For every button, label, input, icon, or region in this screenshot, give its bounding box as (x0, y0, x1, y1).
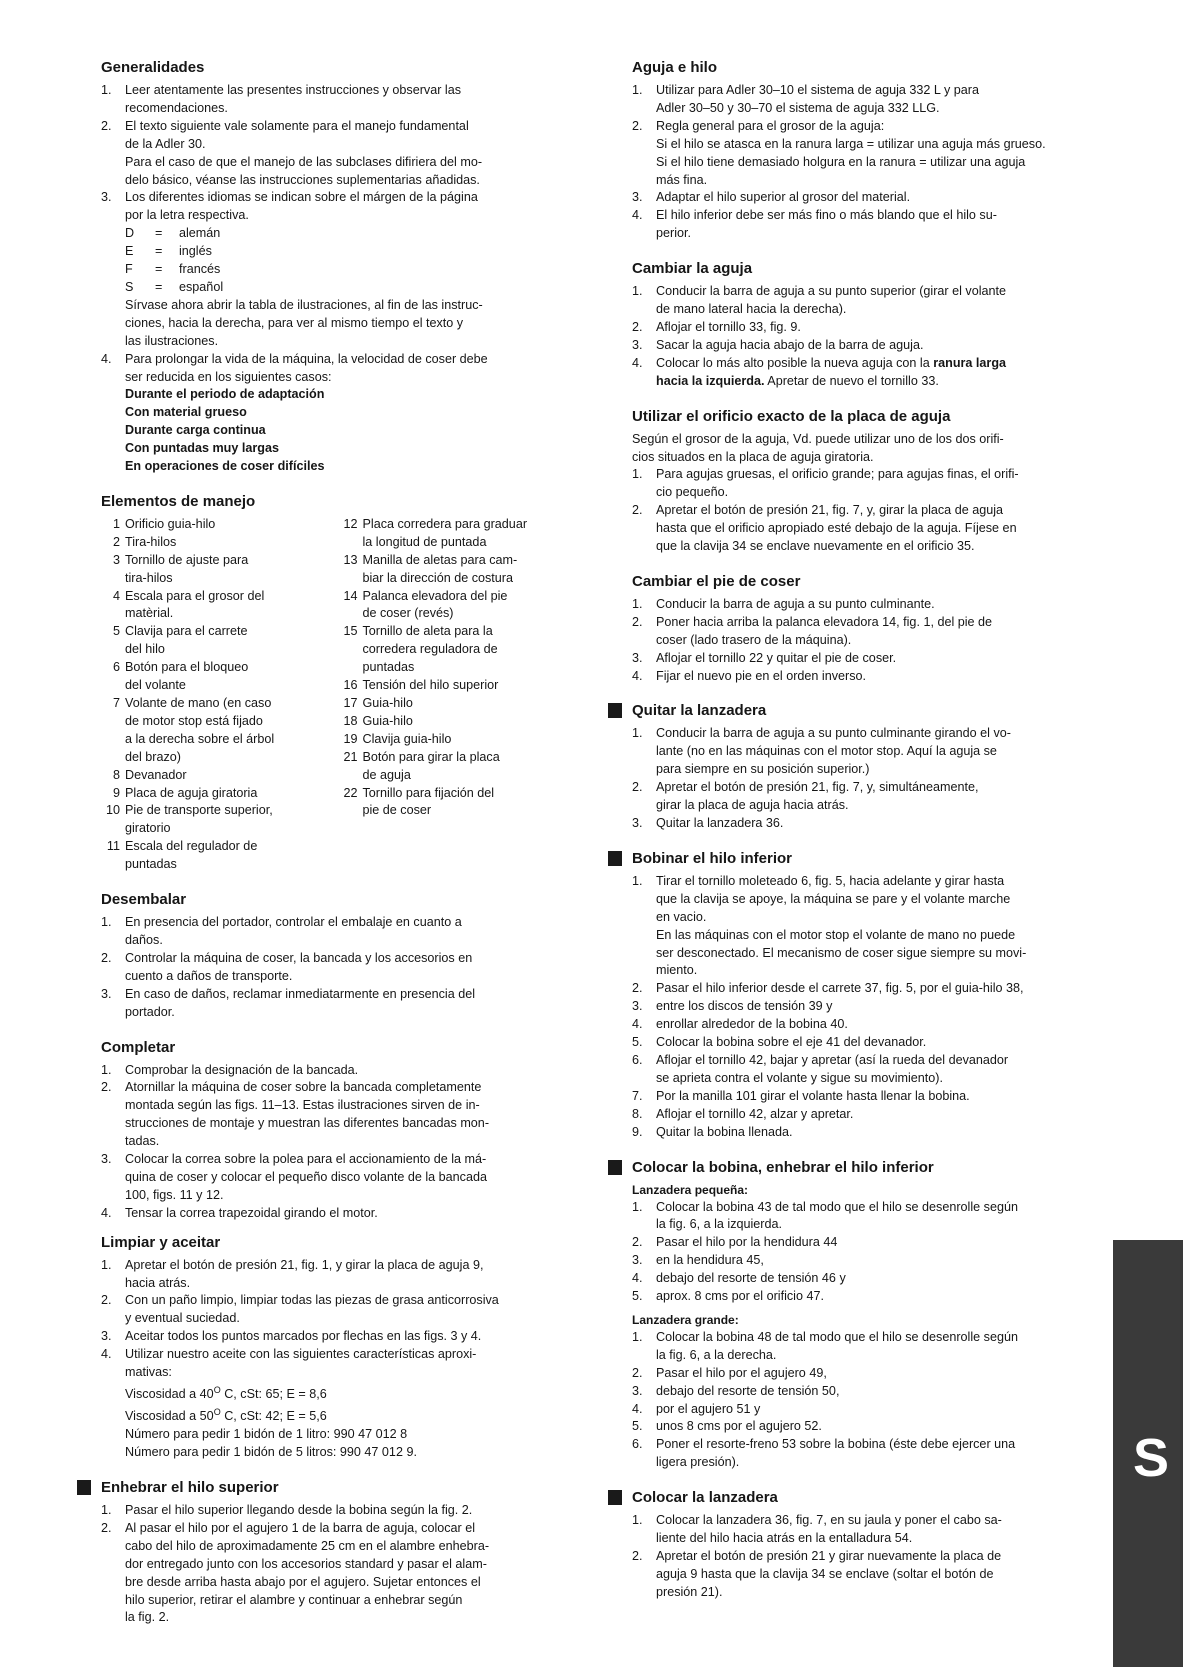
list-item: 2. Pasar el hilo por el agujero 49, (632, 1365, 827, 1380)
list-item: 3. Aceitar todos los puntos marcados por flechas en las figs. 3 y 4. (101, 1329, 482, 1344)
language-row: E = inglés (125, 244, 212, 259)
section-title: Generalidades (101, 59, 205, 76)
section-title: Quitar la lanzadera (632, 701, 1110, 720)
list-item: 3. Los diferentes idiomas se indican sobre el márgen de la página por la letra respectiva. (101, 190, 478, 223)
numbered-list (632, 1199, 1110, 1306)
section-generalidades (101, 58, 576, 476)
element-item: 19 Clavija guia-hilo (343, 731, 452, 746)
numbered-list (632, 283, 1110, 355)
section-cambiar-la-aguja (632, 259, 1110, 390)
list-item: 2. Regla general para el grosor de la aguja: Si el hilo se atasca en la ranura larga = utilizar una aguja más grueso. Si el hilo tiene demasiado holgura en la ranura = utilizar una aguja más fina. (632, 118, 1046, 187)
section-desembalar (101, 890, 576, 1021)
section-bobinar (632, 849, 1110, 1142)
viscosity-40: Viscosidad a $40^O$ C, cSt: 65; E = 8,6 (125, 1385, 327, 1402)
section-title: Limpiar y aceitar (101, 1233, 221, 1251)
element-item: 10 Pie de transporte superior, giratorio (105, 803, 273, 836)
section-aguja-e-hilo (632, 58, 1110, 243)
order-number-1l: Número para pedir 1 bidón de 1 litro: 990 47 012 8 (125, 1427, 408, 1442)
element-item: 5 Clavija para el carrete del hilo (112, 624, 248, 657)
section-colocar-bobina (632, 1158, 1110, 1473)
section-title: Bobinar el hilo inferior (632, 849, 1110, 868)
language-tab-letter: S (1132, 1428, 1170, 1488)
numbered-list (632, 1512, 1110, 1602)
section-title: Aguja e hilo (632, 59, 718, 76)
list-item: 4. por el agujero 51 y (632, 1401, 761, 1416)
section-quitar-lanzadera (632, 701, 1110, 832)
list-item: 1. Colocar la bobina 48 de tal modo que el hilo se desenrolle según la fig. 6, a la derecha. (632, 1329, 1018, 1362)
element-item: 6 Botón para el bloqueo del volante (112, 660, 249, 693)
element-item: 11 Escala del regulador de puntadas (106, 839, 258, 872)
list-item: 3. Colocar la correa sobre la polea para el accionamiento de la má- quina de coser y colocar el pequeño disco volante de la bancada 100, figs. 11 y 12. (101, 1152, 487, 1202)
section-title: Completar (101, 1038, 176, 1056)
element-item: 9 Placa de aguja giratoria (112, 785, 258, 800)
list-item: 2. Atornillar la máquina de coser sobre la bancada completamente montada según las figs. 11–13. Estas ilustraciones sirven de in- strucciones de montaje y muestran las diferentes bancadas mon- tadas. (101, 1080, 490, 1149)
language-row: S = español (125, 279, 224, 294)
subheading-lanzadera-grande: Lanzadera grande: (632, 1312, 739, 1327)
list-item: 1. Conducir la barra de aguja a su punto culminante. (632, 596, 935, 611)
element-item: 21 Botón para girar la placa de aguja (343, 749, 500, 782)
list-item: 2. Pasar el hilo por la hendidura 44 (632, 1235, 838, 1250)
list-item: 2. Poner hacia arriba la palanca elevadora 14, fig. 1, del pie de coser (lado trasero de la máquina). (632, 614, 993, 647)
element-item: 13 Manilla de aletas para cam- biar la dirección de costura (343, 552, 518, 585)
element-item: 2 Tira-hilos (112, 534, 177, 549)
list-item: 2. Aflojar el tornillo 33, fig. 9. (632, 319, 801, 334)
section-title: Cambiar la aguja (632, 260, 753, 278)
list-item: 3. Adaptar el hilo superior al grosor del material. (632, 190, 911, 205)
section-title: Colocar la bobina, enhebrar el hilo inferior (632, 1158, 1110, 1177)
paragraph: Sírvase ahora abrir la tabla de ilustraciones, al fin de las instruc- ciones, hacia la derecha, para ver al mismo tiempo el texto y las ilustraciones. (125, 297, 483, 348)
element-item: 15 Tornillo de aleta para la corredera reguladora de puntadas (343, 624, 498, 675)
section-marker (608, 851, 622, 866)
list-item: 4. Fijar el nuevo pie en el orden inverso. (632, 668, 867, 683)
list-item: 5. unos 8 cms por el agujero 52. (632, 1419, 822, 1434)
section-limpiar-y-aceitar (101, 1233, 576, 1462)
intro-paragraph: Según el grosor de la aguja, Vd. puede utilizar uno de los dos orifi- cios situados en la placa de aguja giratoria. (632, 431, 1004, 464)
list-item: 5. Colocar la bobina sobre el eje 41 del devanador. (632, 1035, 927, 1050)
numbered-list (632, 82, 1110, 243)
element-item: 18 Guia-hilo (343, 713, 413, 728)
list-item: 4. El hilo inferior debe ser más fino o más blando que el hilo su- perior. (632, 208, 997, 241)
section-title: Elementos de manejo (101, 492, 256, 510)
list-item: 4. debajo del resorte de tensión 46 y (632, 1271, 846, 1286)
list-item: 3. en la hendidura 45, (632, 1253, 764, 1268)
element-item: 8 Devanador (112, 767, 187, 782)
numbered-list (101, 1062, 576, 1223)
list-item: 2. Con un paño limpio, limpiar todas las piezas de grasa anticorrosiva y eventual suciedad. (101, 1293, 499, 1326)
list-item: 1. Colocar la bobina 43 de tal modo que el hilo se desenrolle según la fig. 6, a la izquierda. (632, 1199, 1018, 1232)
element-item: 12 Placa corredera para graduar la longitud de puntada (343, 516, 528, 549)
list-item: 1. Conducir la barra de aguja a su punto superior (girar el volante de mano lateral hacia la derecha). (632, 284, 1007, 317)
list-item: 6. Poner el resorte-freno 53 sobre la bobina (éste debe ejercer una ligera presión). (632, 1437, 1016, 1470)
list-item: 4. Tensar la correa trapezoidal girando el motor. (101, 1205, 378, 1220)
list-item: 5. aprox. 8 cms por el orificio 47. (632, 1289, 824, 1304)
list-item: 3. entre los discos de tensión 39 y (632, 999, 833, 1014)
list-item: 7. Por la manilla 101 girar el volante hasta llenar la bobina. (632, 1088, 970, 1103)
section-cambiar-pie (632, 572, 1110, 686)
list-item: 4. Para prolongar la vida de la máquina, la velocidad de coser debe ser reducida en los siguientes casos: Durante el periodo de adaptación Con material grueso Durante carga continua Con puntadas muy largas En operaciones de coser difíciles (101, 351, 488, 474)
list-item: 3. Sacar la aguja hacia abajo de la barra de aguja. (632, 337, 924, 352)
numbered-list (101, 1502, 576, 1627)
order-number-5l: Número para pedir 1 bidón de 5 litros: 990 47 012 9. (125, 1445, 417, 1460)
section-marker (608, 1160, 622, 1175)
section-marker (608, 1490, 622, 1505)
element-item: 4 Escala para el grosor del matèrial. (112, 588, 265, 621)
element-item: 14 Palanca elevadora del pie de coser (revés) (343, 588, 508, 621)
numbered-list (632, 466, 1110, 556)
list-item: 1. Tirar el tornillo moleteado 6, fig. 5, hacia adelante y girar hasta que la clavija se apoye, la máquina se pare y el volante marche en vacio. En las máquinas con el motor stop el volante de mano no puede ser desconectado. El mecanismo de coser sigue siempre su movi- miento. (632, 873, 1027, 978)
element-item: 16 Tensión del hilo superior (343, 678, 499, 693)
list-item: 2. El texto siguiente vale solamente para el manejo fundamental de la Adler 30. Para el caso de que el manejo de las subclases difiriera del mo- delo básico, véanse las instrucciones suplementarias añadidas. (101, 118, 483, 187)
section-completar (101, 1038, 576, 1223)
section-marker (77, 1480, 91, 1495)
list-item: 1. Utilizar para Adler 30–10 el sistema de aguja 332 L y para Adler 30–50 y 30–70 el sistema de aguja 332 LLG. (632, 83, 979, 115)
section-title: Cambiar el pie de coser (632, 572, 801, 590)
list-item: 2. Al pasar el hilo por el agujero 1 de la barra de aguja, colocar el cabo del hilo de aproximadamente 25 cm en el alambre enhebra- dor entregado junto con los accesorios standard y pasar el alam- bre desde arriba hasta abajo por el agujero. Sujetar entonces el hilo superior, retirar el alambre y continuar a enhebrar según la fig. 2. (101, 1520, 490, 1625)
list-item: 1. Para agujas gruesas, el orificio grande; para agujas finas, el orifi- cio pequeño. (632, 467, 1019, 500)
numbered-list (632, 725, 1110, 832)
list-item: 2. Apretar el botón de presión 21, fig. 7, y, girar la placa de aguja hasta que el orificio apropiado esté debajo de la aguja. Fíjese en que la clavija 34 se enclave nuevamente en el orificio 35. (632, 503, 1017, 554)
section-title: Enhebrar el hilo superior (101, 1478, 576, 1497)
section-orificio-placa (632, 407, 1110, 556)
list-item: 8. Aflojar el tornillo 42, alzar y apretar. (632, 1106, 854, 1121)
element-item: 22 Tornillo para fijación del pie de coser (343, 785, 495, 818)
list-item: 1. Pasar el hilo superior llegando desde la bobina según la fig. 2. (101, 1503, 473, 1517)
list-item: 4. Colocar lo más alto posible la nueva aguja con la ranura larga hacia la izquierda. Apretar de nuevo el tornillo 33. (632, 355, 1007, 388)
list-item: 3. Aflojar el tornillo 22 y quitar el pie de coser. (632, 650, 897, 665)
subheading-lanzadera-pequena: Lanzadera pequeña: (632, 1182, 749, 1197)
element-item: 17 Guia-hilo (343, 696, 413, 710)
elements-column-2 (339, 516, 577, 874)
list-item: 1. En presencia del portador, controlar el embalaje en cuanto a daños. (101, 915, 462, 947)
language-row: F = francés (125, 262, 221, 277)
elements-column-1 (101, 516, 339, 874)
list-item: 2. Controlar la máquina de coser, la bancada y los accesorios en cuento a daños de transporte. (101, 950, 473, 983)
list-item: 3. debajo del resorte de tensión 50, (632, 1383, 840, 1398)
list-item: 2. Apretar el botón de presión 21, fig. 7, y, simultáneamente, girar la placa de aguja hacia atrás. (632, 780, 979, 813)
list-item: 1. Leer atentamente las presentes instrucciones y observar las recomendaciones. (101, 83, 462, 115)
viscosity-50: Viscosidad a $50^O$ C, cSt: 42; E = 5,6 (125, 1407, 327, 1424)
numbered-list (632, 596, 1110, 686)
section-title: Colocar la lanzadera (632, 1488, 1110, 1507)
element-item: 1 Orificio guia-hilo (112, 516, 216, 531)
list-item: 1. Apretar el botón de presión 21, fig. 1, y girar la placa de aguja 9, hacia atrás. (101, 1257, 484, 1290)
section-title: Utilizar el orificio exacto de la placa de aguja (632, 407, 951, 425)
list-item: 1. Conducir la barra de aguja a su punto culminante girando el vo- lante (no en las máquinas con el motor stop. Aquí la aguja se para siempre en su posición superior.) (632, 726, 1011, 777)
section-elementos-de-manejo (101, 492, 576, 874)
element-item: 3 Tornillo de ajuste para tira-hilos (112, 552, 249, 585)
section-marker (608, 703, 622, 718)
list-item: 6. Aflojar el tornillo 42, bajar y apretar (así la rueda del devanador se aprieta contra el volante y sigue su movimiento). (632, 1052, 1009, 1085)
numbered-list (101, 914, 576, 1021)
list-item: 2. Apretar el botón de presión 21 y girar nuevamente la placa de aguja 9 hasta que la clavija 34 se enclave (soltar el botón de presión 21). (632, 1549, 1002, 1599)
section-enhebrar-hilo-superior (101, 1478, 576, 1627)
right-column (632, 58, 1110, 1618)
language-row: D = alemán (125, 226, 221, 241)
list-item: 9. Quitar la bobina llenada. (632, 1124, 793, 1139)
list-item: 1. Colocar la lanzadera 36, fig. 7, en su jaula y poner el cabo sa- liente del hilo hacia atrás en la entalladura 54. (632, 1513, 1002, 1546)
list-item: 1. Comprobar la designación de la bancada. (101, 1062, 359, 1077)
section-colocar-lanzadera (632, 1488, 1110, 1602)
list-item: 3. En caso de daños, reclamar inmediatarmente en presencia del portador. (101, 986, 476, 1019)
list-item: 3. Quitar la lanzadera 36. (632, 816, 784, 830)
left-column (101, 58, 576, 1643)
element-item: 7 Volante de mano (en caso de motor stop está fijado a la derecha sobre el árbol del brazo) (112, 696, 275, 764)
numbered-list (632, 1329, 1110, 1472)
numbered-list (632, 873, 1110, 1142)
section-title: Desembalar (101, 891, 187, 909)
list-item: 4. Utilizar nuestro aceite con las siguientes características aproxi- mativas: Viscosidad a $40^O$ C, cSt: 65; E = 8,6 Viscosidad a $50^O$ C, cSt: 42; E = 5,6 Número para pedir 1 bidón de 1 litro: 990 47 012 8 Número para pedir 1 bidón de 5 litros: 990 47 012 9. (101, 1346, 576, 1462)
numbered-list (101, 1257, 576, 1347)
list-item: 4. enrollar alrededor de la bobina 40. (632, 1017, 848, 1032)
list-item: 2. Pasar el hilo inferior desde el carrete 37, fig. 5, por el guia-hilo 38, (632, 981, 1024, 996)
